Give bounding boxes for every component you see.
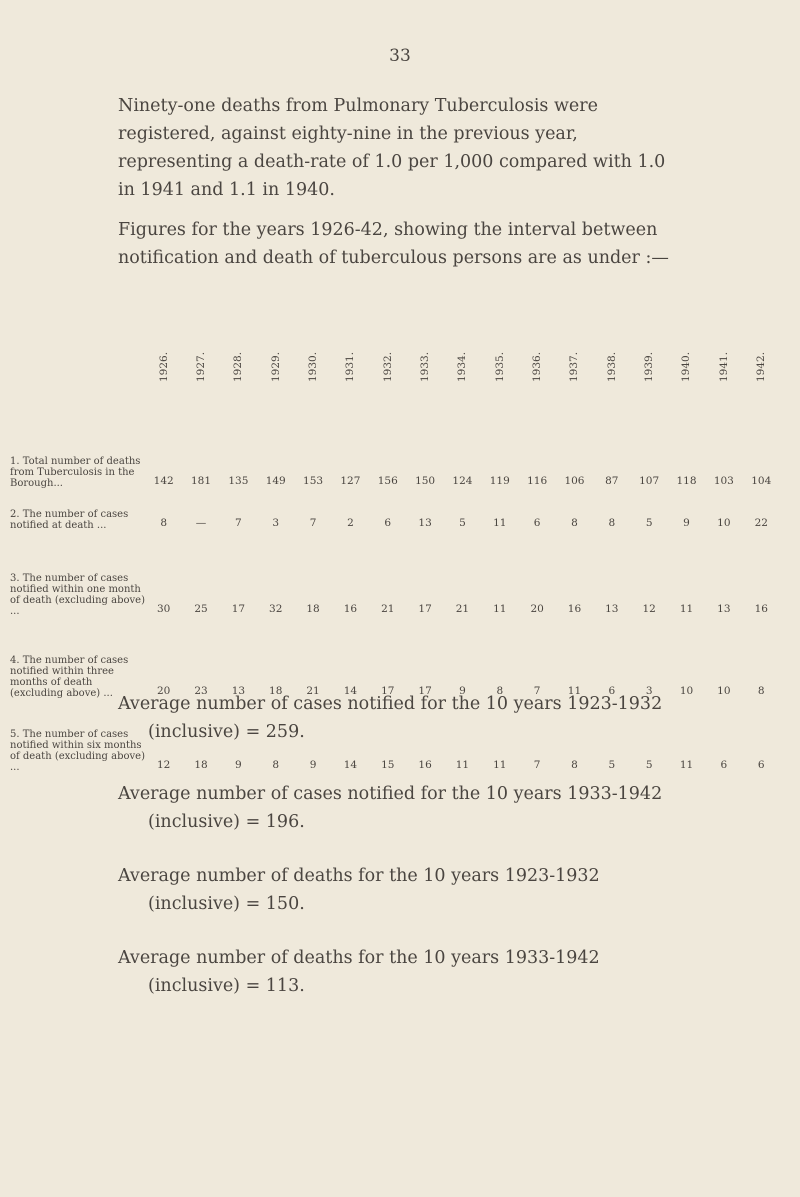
table-cell: — — [195, 517, 207, 529]
table-cell: 12 — [157, 759, 171, 771]
table-row — [10, 395, 780, 489]
table-cell: 6 — [608, 685, 616, 697]
average-result: (inclusive) = 196. — [148, 812, 305, 832]
table-cell: 18 — [306, 603, 320, 615]
table-cell: 10 — [717, 517, 731, 529]
table-cell: 16 — [343, 603, 358, 615]
average-deaths-1923-1932 — [118, 862, 678, 918]
table-header-row — [10, 305, 780, 395]
table-cell: 3 — [645, 685, 653, 697]
table-cell: 11 — [679, 603, 694, 615]
average-line: Average number of deaths for the 10 years 1933-1942 — [118, 948, 600, 968]
table-cell: 21 — [306, 685, 320, 697]
table-cell: 8 — [608, 517, 616, 529]
row-label: 4. The number of cases notified within three months of death (excluding above) ... — [10, 655, 129, 699]
table-cell: 14 — [343, 685, 358, 697]
row-label: 1. Total number of deaths from Tuberculosis in the Borough... — [10, 456, 141, 489]
table-cell: 21 — [381, 603, 395, 615]
table-cell: 5 — [645, 517, 653, 529]
table-row — [10, 617, 780, 699]
table-cell: 7 — [533, 685, 541, 697]
table-cell: 17 — [381, 685, 395, 697]
table-cell: 103 — [713, 475, 734, 487]
table-cell: 142 — [153, 475, 174, 487]
table-cell: 8 — [757, 685, 765, 697]
table-cell: 20 — [157, 685, 171, 697]
year-header: 1935. — [493, 351, 506, 383]
table-cell: 10 — [717, 685, 731, 697]
table-cell: 13 — [605, 603, 619, 615]
average-cases-1923-1932 — [118, 690, 678, 746]
table-cell: 156 — [377, 475, 398, 487]
table-cell: 13 — [418, 517, 432, 529]
table-cell: 8 — [160, 517, 168, 529]
table-cell: 17 — [231, 603, 246, 615]
table-cell: 11 — [493, 517, 507, 529]
table-cell: 6 — [720, 759, 728, 771]
table-cell: 30 — [157, 603, 171, 615]
table-cell: 17 — [418, 685, 432, 697]
table-cell: 11 — [567, 685, 582, 697]
table-cell: 8 — [272, 759, 280, 771]
table-cell: 2 — [347, 517, 354, 529]
table-cell: 9 — [309, 759, 317, 771]
paragraph-death-rate: Ninety-one deaths from Pulmonary Tuberculosis were registered, against eighty-nine in the previous year, representing a death-rate of 1.0 per 1,000 compared with 1.0 in 1941 and 1.1 in 1940. — [118, 96, 666, 200]
table-cell: 14 — [343, 759, 358, 771]
table-cell: 9 — [235, 759, 242, 771]
average-result: (inclusive) = 113. — [148, 976, 305, 996]
table-cell: 116 — [527, 475, 548, 487]
table-cell: 17 — [418, 603, 432, 615]
table-cell: 153 — [303, 475, 324, 487]
table-cell: 127 — [340, 475, 361, 487]
table-cell: 104 — [751, 475, 772, 487]
table-cell: 21 — [455, 603, 470, 615]
table-cell: 23 — [194, 685, 208, 697]
row-label: 5. The number of cases notified within six months of death (excluding above) ... — [10, 729, 145, 773]
average-cases-1933-1942 — [118, 780, 678, 836]
table-cell: 107 — [639, 475, 660, 487]
table-cell: 6 — [384, 517, 392, 529]
table-cell: 7 — [533, 759, 541, 771]
table-cell: 11 — [679, 759, 694, 771]
table-row — [10, 489, 780, 531]
table-cell: 13 — [231, 685, 246, 697]
table-cell: 9 — [683, 517, 690, 529]
table-cell: 5 — [459, 517, 466, 529]
table-cell: 9 — [459, 685, 466, 697]
table-row — [10, 531, 780, 617]
table-cell: 119 — [489, 475, 510, 487]
table-cell: 11 — [493, 603, 507, 615]
year-header: 1929. — [269, 351, 282, 383]
table-cell: 16 — [754, 603, 768, 615]
year-header: 1940. — [680, 351, 693, 383]
year-header: 1926. — [157, 351, 170, 383]
average-result: (inclusive) = 259. — [148, 722, 305, 742]
table-cell: 6 — [533, 517, 541, 529]
year-header: 1938. — [605, 351, 618, 383]
year-header: 1930. — [307, 351, 320, 383]
year-header: 1932. — [381, 351, 394, 383]
header-label-cell — [10, 305, 145, 395]
table-cell: 18 — [269, 685, 283, 697]
paragraph-figures-intro: Figures for the years 1926-42, showing the interval between notification and death of tuberculous persons are as under :— — [118, 220, 669, 268]
average-line: Average number of cases notified for the 10 years 1923-1932 — [118, 694, 663, 714]
year-header: 1927. — [195, 351, 208, 383]
row-label: 3. The number of cases notified within one month of death (excluding above) ... — [10, 573, 145, 617]
table-cell: 8 — [571, 759, 578, 771]
table-cell: 10 — [679, 685, 694, 697]
table-cell: 18 — [194, 759, 208, 771]
year-header: 1934. — [456, 351, 469, 383]
year-header: 1936. — [531, 351, 544, 383]
table-cell: 20 — [530, 603, 544, 615]
year-header: 1928. — [232, 351, 245, 383]
table-cell: 16 — [418, 759, 432, 771]
table-cell: 3 — [272, 517, 280, 529]
page-number: 33 — [389, 46, 411, 66]
average-deaths-1933-1942 — [118, 944, 678, 1000]
year-header: 1939. — [643, 351, 656, 383]
year-header: 1942. — [755, 351, 768, 383]
table-cell: 13 — [717, 603, 731, 615]
table-cell: 181 — [191, 475, 212, 487]
table-cell: 7 — [235, 517, 242, 529]
row-label: 2. The number of cases notified at death ... — [10, 509, 129, 531]
average-line: Average number of deaths for the 10 years 1923-1932 — [118, 866, 600, 886]
average-line: Average number of cases notified for the 10 years 1933-1942 — [118, 784, 663, 804]
year-header: 1931. — [344, 351, 357, 383]
table-cell: 5 — [645, 759, 653, 771]
table-cell: 149 — [265, 475, 286, 487]
table-cell: 25 — [194, 603, 208, 615]
average-result: (inclusive) = 150. — [148, 894, 305, 914]
year-header: 1937. — [568, 351, 581, 383]
table-cell: 11 — [455, 759, 470, 771]
year-header: 1933. — [419, 351, 432, 383]
table-cell: 11 — [493, 759, 507, 771]
table-cell: 7 — [309, 517, 317, 529]
table-cell: 15 — [381, 759, 395, 771]
year-header: 1941. — [717, 351, 730, 383]
table-cell: 32 — [269, 603, 283, 615]
table-cell: 8 — [496, 685, 504, 697]
table-cell: 135 — [228, 475, 249, 487]
table-cell: 16 — [567, 603, 582, 615]
table-cell: 22 — [754, 517, 768, 529]
table-cell: 124 — [452, 475, 473, 487]
table-cell: 87 — [605, 475, 619, 487]
table-cell: 106 — [564, 475, 585, 487]
table-cell: 12 — [642, 603, 656, 615]
table-cell: 118 — [676, 475, 697, 487]
table-cell: 150 — [415, 475, 436, 487]
table-cell: 6 — [757, 759, 765, 771]
table-cell: 8 — [571, 517, 578, 529]
table-cell: 5 — [608, 759, 616, 771]
